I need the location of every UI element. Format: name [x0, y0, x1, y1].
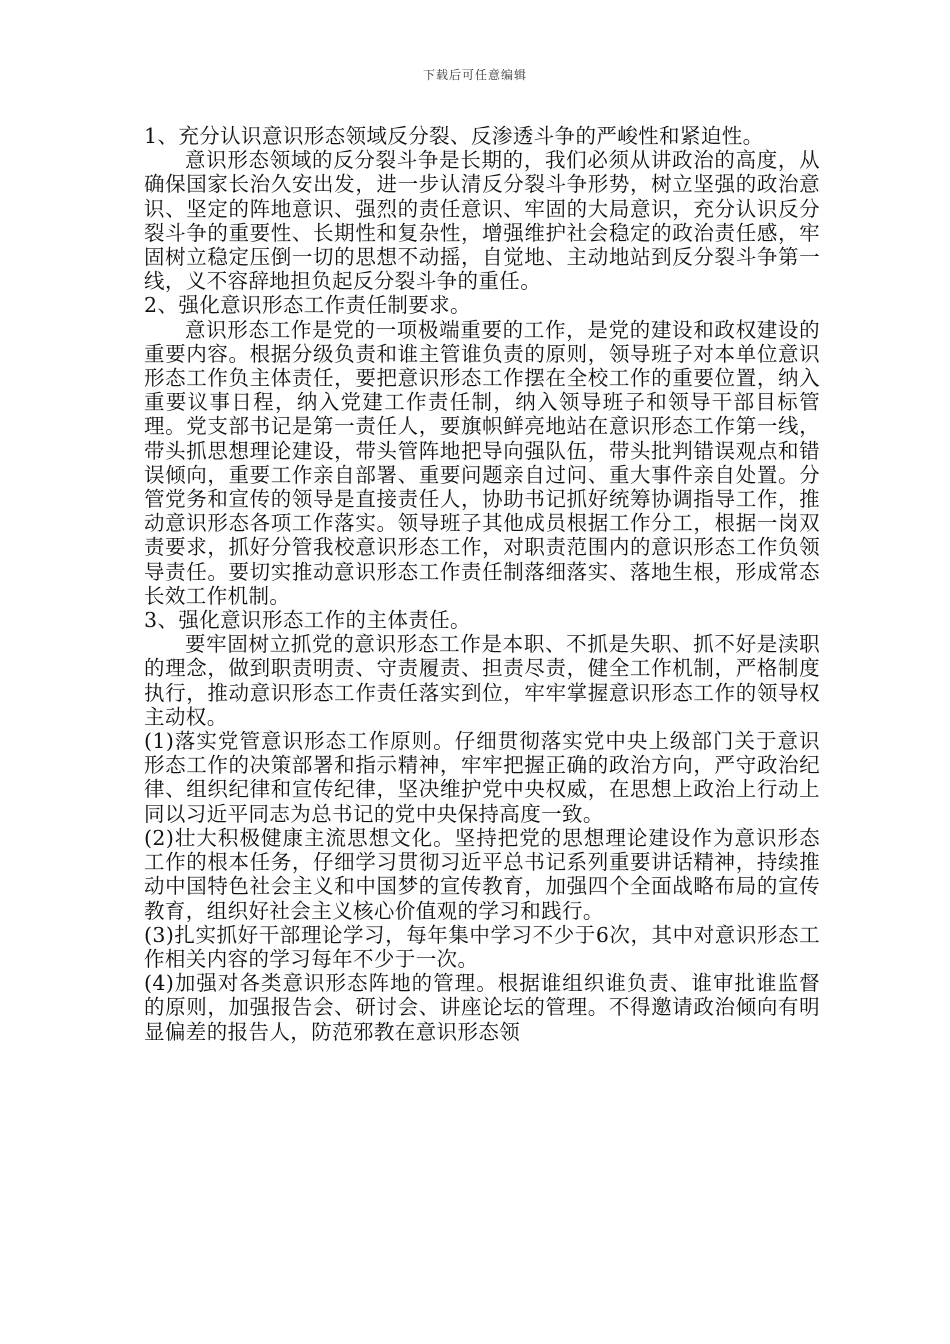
- section-heading-3: 3、强化意识形态工作的主体责任。: [144, 608, 471, 633]
- document-body: [144, 124, 820, 1044]
- list-item-3: (3)扎实抓好干部理论学习，每年集中学习不少于6次，其中对意识形态工作相关内容的学习每年不少于一次。: [144, 922, 820, 971]
- list-item-1: (1)落实党管意识形态工作原则。仔细贯彻落实党中央上级部门关于意识形态工作的决策部署和指示精神，牢牢把握正确的政治方向，严守政治纪律、组织纪律和宣传纪律，坚决维护党中央权威，在思想上政治上行动上同以习近平同志为总书记的党中央保持高度一致。: [144, 729, 820, 826]
- list-item-4: (4)加强对各类意识形态阵地的管理。根据谁组织谁负责、谁审批谁监督的原则，加强报告会、研讨会、讲座论坛的管理。不得邀请政治倾向有明显偏差的报告人，防范邪教在意识形态领: [144, 971, 820, 1044]
- list-item-2: (2)壮大积极健康主流思想文化。坚持把党的思想理论建设作为意识形态工作的根本任务，仔细学习贯彻习近平总书记系列重要讲话精神，持续推动中国特色社会主义和中国梦的宣传教育，加强四个全面战略布局的宣传教育，组织好社会主义核心价值观的学习和践行。: [144, 825, 820, 923]
- paragraph-1: 意识形态领域的反分裂斗争是长期的，我们必须从讲政治的高度，从确保国家长治久安出发，进一步认清反分裂斗争形势，树立坚强的政治意识、坚定的阵地意识、强烈的责任意识、牢固的大局意识，充分认识反分裂斗争的重要性、长期性和复杂性，增强维护社会稳定的政治责任感，牢固树立稳定压倒一切的思想不动摇，自觉地、主动地站到反分裂斗争第一线，义不容辞地担负起反分裂斗争的重任。: [144, 148, 820, 294]
- section-heading-2: 2、强化意识形态工作责任制要求。: [144, 293, 471, 318]
- paragraph-2: 意识形态工作是党的一项极端重要的工作，是党的建设和政权建设的重要内容。根据分级负责和谁主管谁负责的原则，领导班子对本单位意识形态工作负主体责任，要把意识形态工作摆在全校工作的重要位置，纳入重要议事日程，纳入党建工作责任制，纳入领导班子和领导干部目标管理。党支部书记是第一责任人，要旗帜鲜亮地站在意识形态工作第一线，带头抓思想理论建设，带头管阵地把导向强队伍，带头批判错误观点和错误倾向，重要工作亲自部署、重要问题亲自过问、重大事件亲自处置。分管党务和宣传的领导是直接责任人，协助书记抓好统筹协调指导工作，推动意识形态各项工作落实。领导班子其他成员根据工作分工，根据一岗双责要求，抓好分管我校意识形态工作，对职责范围内的意识形态工作负领导责任。要切实推动意识形态工作责任制落细落实、落地生根，形成常态长效工作机制。: [144, 317, 820, 608]
- section-heading-1: 1、充分认识意识形态领域反分裂、反渗透斗争的严峻性和紧迫性。: [144, 124, 764, 148]
- header-note: 下载后可任意编辑: [422, 68, 527, 82]
- paragraph-3: 要牢固树立抓党的意识形态工作是本职、不抓是失职、抓不好是渎职的理念，做到职责明责、守责履责、担责尽责，健全工作机制，严格制度执行，推动意识形态工作责任落实到位，牢牢掌握意识形态工作的领导权主动权。: [144, 632, 820, 729]
